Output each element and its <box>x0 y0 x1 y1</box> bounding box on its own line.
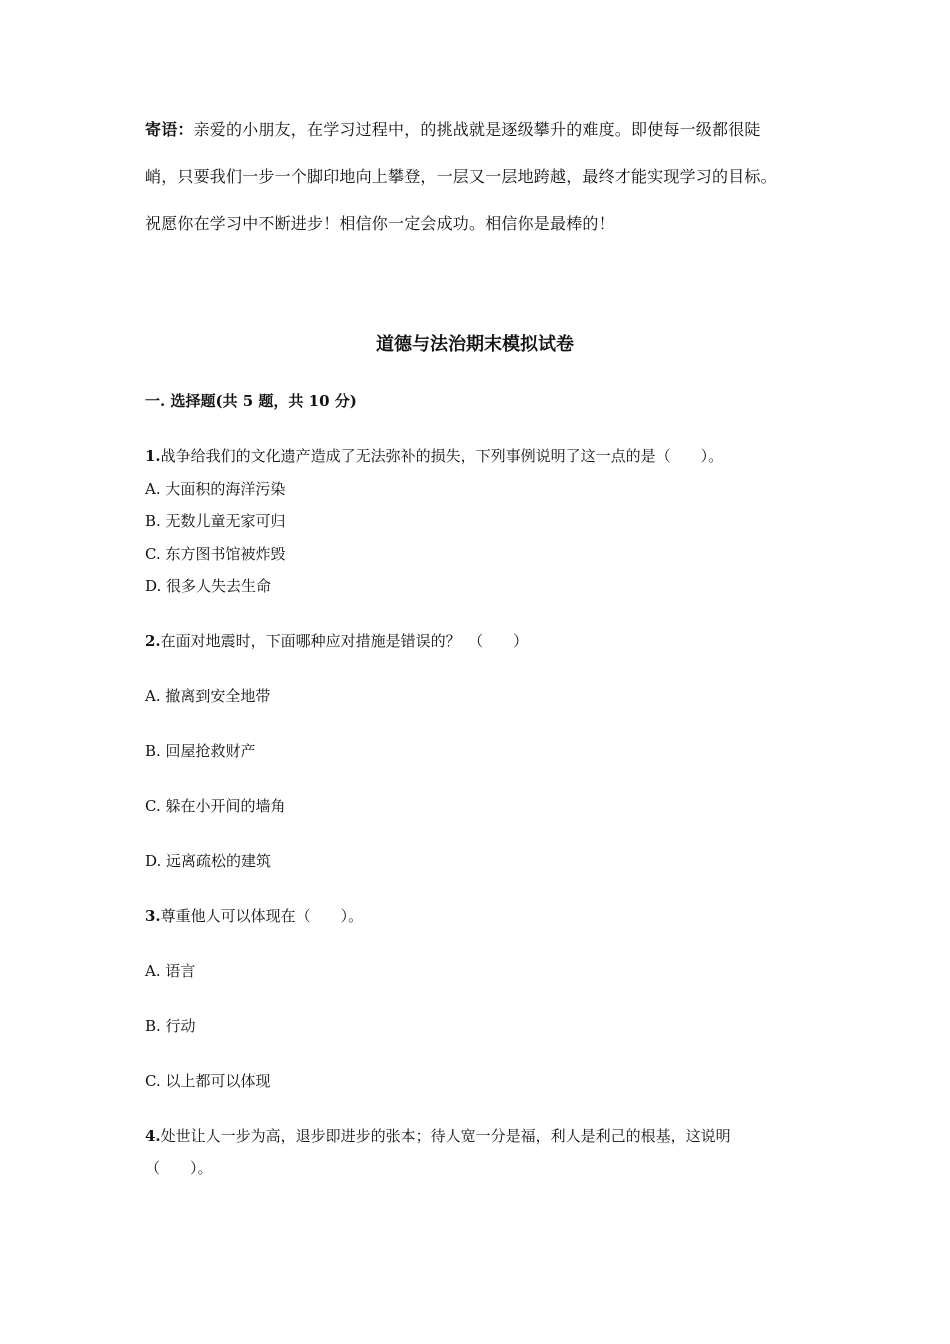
message-line-2: 峭，只要我们一步一个脚印地向上攀登，一层又一层地跨越，最终才能实现学习的目标。 <box>145 167 777 186</box>
question-text: 尊重他人可以体现在（ ）。 <box>160 907 364 925</box>
question-3-option-b: B. 行动 <box>145 1017 196 1035</box>
question-text: 战争给我们的文化遗产造成了无法弥补的损失，下列事例说明了这一点的是（ ）。 <box>160 447 724 465</box>
question-number: 4. <box>145 1127 161 1145</box>
question-3-option-c: C. 以上都可以体现 <box>145 1072 271 1090</box>
message-text-1: 亲爱的小朋友，在学习过程中，的挑战就是逐级攀升的难度。即使每一级都很陡 <box>193 120 761 139</box>
message-line-3: 祝愿你在学习中不断进步！相信你一定会成功。相信你是最棒的！ <box>145 214 615 233</box>
question-4-continuation: （ ）。 <box>145 1159 213 1177</box>
question-number: 1. <box>145 447 161 465</box>
question-1-option-b: B. 无数儿童无家可归 <box>145 512 286 530</box>
section-heading: 一. 选择题(共 5 题，共 10 分) <box>145 392 357 410</box>
message-line-1 <box>145 117 815 140</box>
question-3 <box>145 905 815 926</box>
question-2 <box>145 630 815 651</box>
exam-title: 道德与法治期末模拟试卷 <box>376 334 574 355</box>
question-1-option-c: C. 东方图书馆被炸毁 <box>145 545 286 563</box>
message-label: 寄语： <box>145 120 194 139</box>
question-number: 2. <box>145 632 161 650</box>
question-number: 3. <box>145 907 161 925</box>
question-1 <box>145 445 815 466</box>
question-2-option-a: A. 撤离到安全地带 <box>145 687 271 705</box>
question-2-option-b: B. 回屋抢救财产 <box>145 742 256 760</box>
question-2-option-d: D. 远离疏松的建筑 <box>145 852 272 870</box>
question-4 <box>145 1125 815 1146</box>
question-1-option-d: D. 很多人失去生命 <box>145 577 272 595</box>
question-text: 处世让人一步为高，退步即进步的张本；待人宽一分是福，利人是利己的根基，这说明 <box>160 1127 731 1145</box>
question-1-option-a: A. 大面积的海洋污染 <box>145 480 286 498</box>
question-text: 在面对地震时，下面哪种应对措施是错误的？ （ ） <box>160 632 529 650</box>
question-2-option-c: C. 躲在小开间的墙角 <box>145 797 286 815</box>
question-3-option-a: A. 语言 <box>145 962 196 980</box>
